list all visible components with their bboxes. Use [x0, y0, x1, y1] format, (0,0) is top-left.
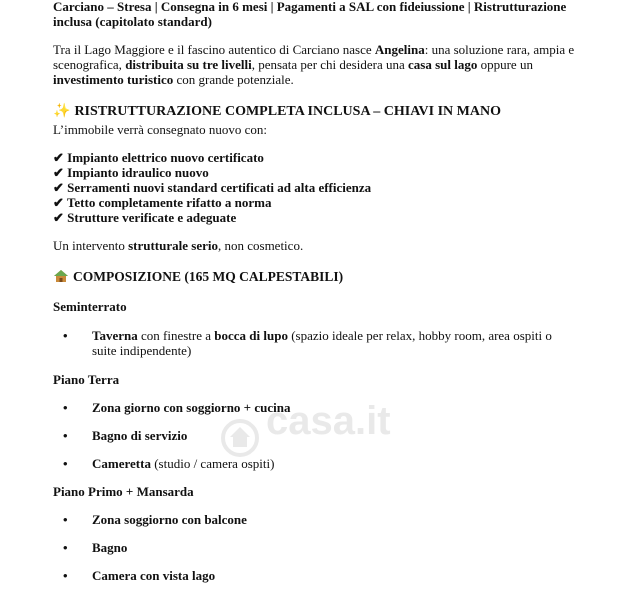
intro-house: casa sul lago [408, 57, 478, 72]
list-item [53, 150, 371, 165]
intro-investment: investimento turistico [53, 72, 174, 87]
note-bold: strutturale serio [128, 238, 218, 253]
check-icon: ✔ [53, 150, 64, 165]
composition-title: COMPOSIZIONE (165 MQ CALPESTABILI) [73, 269, 344, 284]
intro-levels: distribuita su tre livelli [125, 57, 252, 72]
watermark-text: casa.it [266, 399, 391, 443]
level-basement: Seminterrato [53, 299, 127, 314]
check-icon: ✔ [53, 195, 64, 210]
intro-text-2: : una soluzione rara, ampia e scenografica, [53, 42, 575, 72]
bullet: • [63, 400, 68, 415]
check-item-label: Impianto idraulico nuovo [67, 165, 209, 180]
list-item [53, 210, 371, 225]
listing-header: Carciano – Stresa | Consegna in 6 mesi | Pagamenti a SAL con fideiussione | Ristrutturazione inclusa (capitolato standard) [53, 0, 567, 29]
check-icon: ✔ [53, 210, 64, 225]
check-item-label: Strutture verificate e adeguate [67, 210, 237, 225]
bullet: • [63, 568, 68, 583]
cameretta-text: (studio / camera ospiti) [150, 456, 275, 471]
item-text: Bagno [92, 540, 128, 555]
bullet: • [63, 428, 68, 443]
note-text-2: , non cosmetico. [217, 238, 304, 253]
handover-text: L’immobile verrà consegnato nuovo con: [53, 122, 267, 137]
list-item [53, 165, 371, 180]
composition-heading [53, 269, 343, 284]
item-text [92, 328, 557, 358]
level-ground-floor: Piano Terra [53, 372, 120, 387]
check-icon: ✔ [53, 165, 64, 180]
taverna-windows: bocca di lupo [214, 328, 288, 343]
taverna-text-2: (spazio ideale per relax, hobby room, area ospiti o suite indipendente) [92, 328, 552, 358]
house-icon [53, 269, 69, 283]
item-text [92, 456, 557, 471]
intro-text-5: con grande potenziale. [173, 72, 294, 87]
item-text: Zona soggiorno con balcone [92, 512, 247, 527]
renovation-heading [53, 104, 501, 119]
taverna-label: Taverna [92, 328, 138, 343]
check-item-label: Impianto elettrico nuovo certificato [67, 150, 264, 165]
bullet: • [63, 328, 68, 343]
sparkles-icon: ✨ [53, 104, 71, 119]
cameretta-label: Cameretta [92, 456, 151, 471]
level-first-floor: Piano Primo + Mansarda [53, 484, 194, 499]
list-item [53, 195, 371, 210]
intro-paragraph [53, 42, 583, 87]
check-item-label: Tetto completamente rifatto a norma [66, 195, 272, 210]
intro-text-4: oppure un [477, 57, 533, 72]
check-icon: ✔ [53, 180, 64, 195]
item-text: Camera con vista lago [92, 568, 216, 583]
intro-text-1: Tra il Lago Maggiore e il fascino autentico di Carciano nasce [53, 42, 375, 57]
renovation-checklist [53, 150, 371, 225]
intro-text-3: , pensata per chi desidera una [251, 57, 408, 72]
bullet: • [63, 512, 68, 527]
item-text: Zona giorno con soggiorno + cucina [92, 400, 291, 415]
renovation-title: RISTRUTTURAZIONE COMPLETA INCLUSA – CHIAVI IN MANO [74, 104, 501, 119]
intervention-note [53, 238, 303, 253]
taverna-text-1: con finestre a [137, 328, 215, 343]
note-text-1: Un intervento [53, 238, 129, 253]
bullet: • [63, 540, 68, 555]
bullet: • [63, 456, 68, 471]
list-item [53, 180, 371, 195]
property-name: Angelina [374, 42, 425, 57]
item-text: Bagno di servizio [92, 428, 188, 443]
check-item-label: Serramenti nuovi standard certificati ad alta efficienza [67, 180, 372, 195]
